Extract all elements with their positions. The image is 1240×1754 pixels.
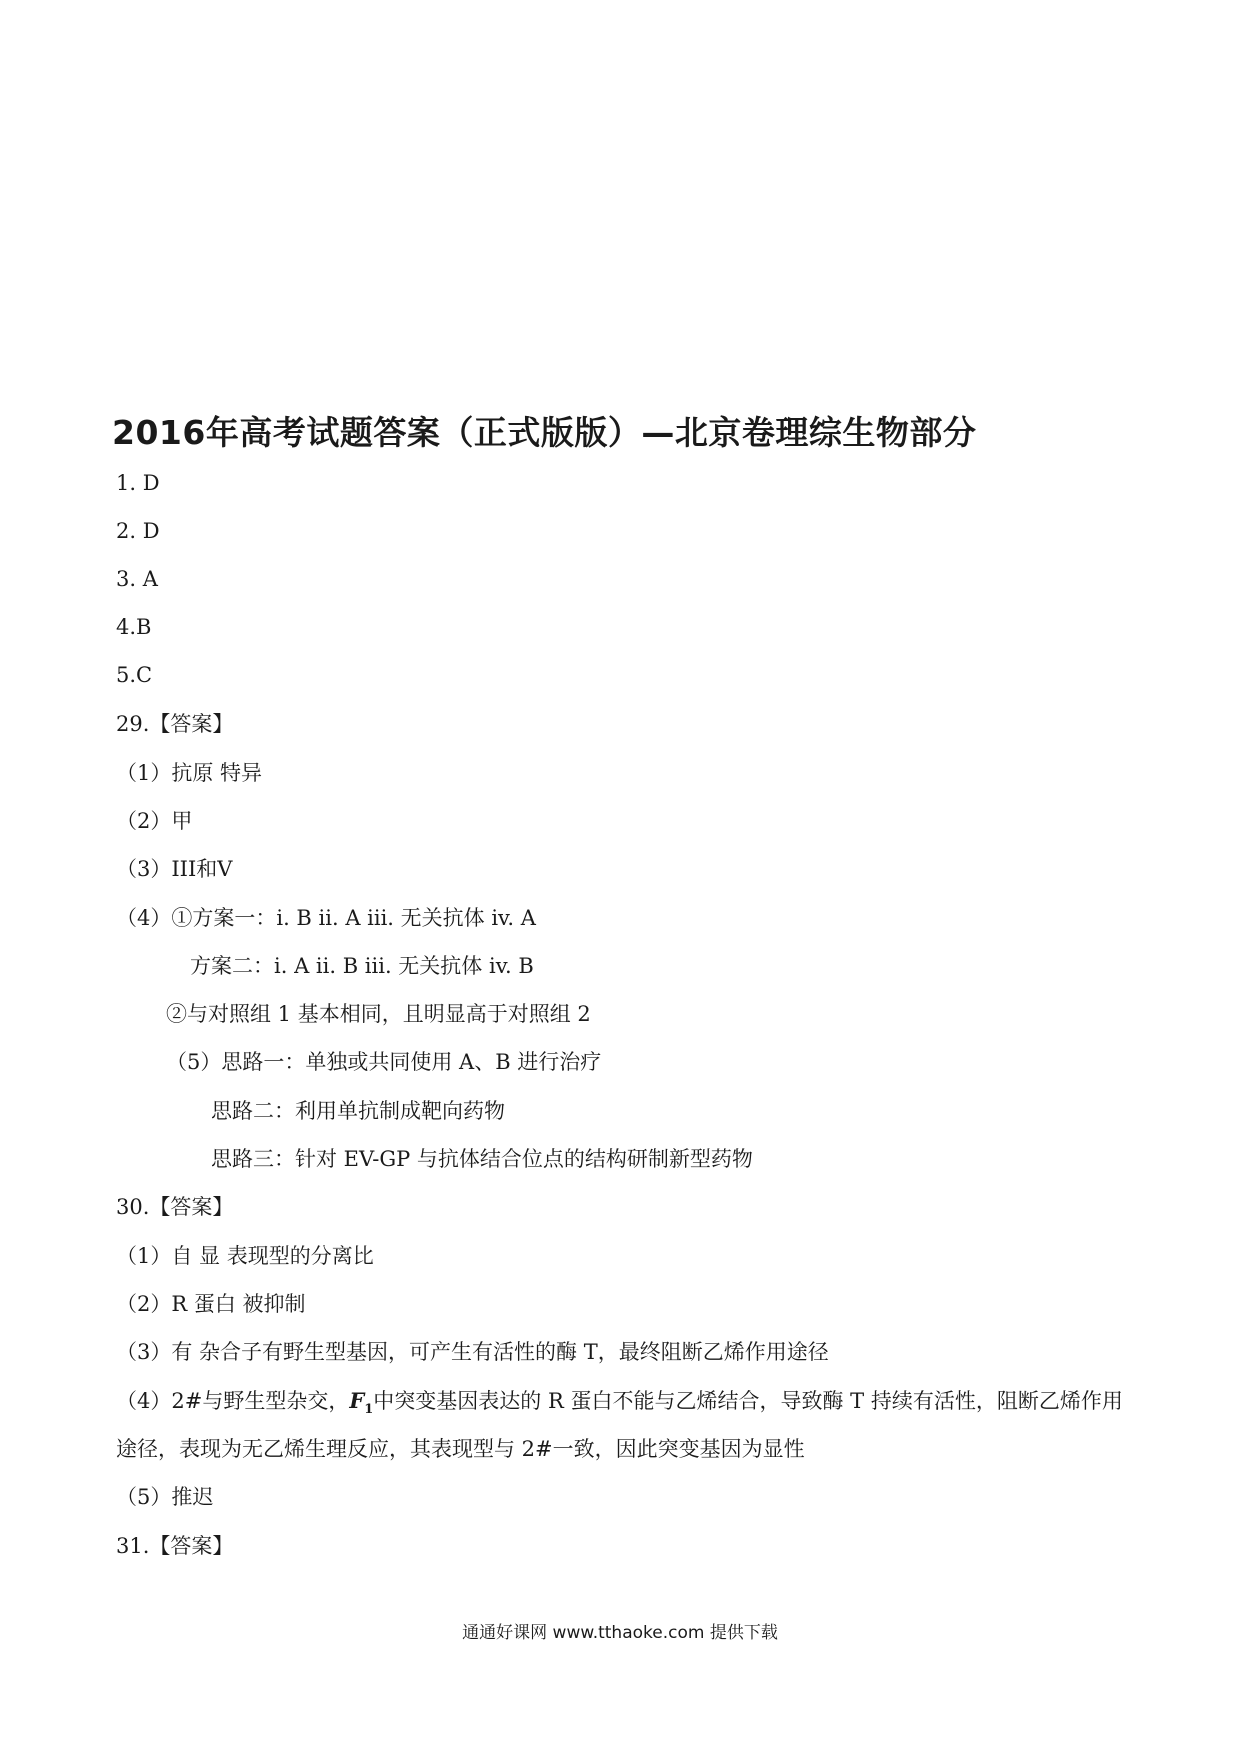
answer-1: 1. D [116,471,160,495]
q29-part4-scheme2: 方案二：i. A ii. B iii. 无关抗体 iv. B [190,954,534,978]
q29-part2: （2）甲 [116,809,193,833]
q30-part4-rest: 中突变基因表达的 R 蛋白不能与乙烯结合，导致酶 T 持续有活性，阻断乙烯作用 [373,1389,1123,1413]
q29-part3: （3）III和Ⅴ [116,857,233,881]
q30-heading: 30.【答案】 [116,1195,234,1219]
f1-variable: F [349,1388,365,1413]
q29-part5-idea1: （5）思路一：单独或共同使用 A、B 进行治疗 [166,1050,602,1074]
q29-part1: （1）抗原 特异 [116,761,263,785]
page-footer: 通通好课网 www.tthaoke.com 提供下载 [462,1623,778,1643]
answer-3: 3. A [116,567,158,591]
answer-5: 5.C [116,663,153,687]
q29-part4-conclusion: ②与对照组 1 基本相同，且明显高于对照组 2 [166,1002,591,1026]
answer-2: 2. D [116,519,160,543]
q30-part4-lead: （4）2#与野生型杂交， [116,1389,350,1413]
q30-part4 [116,1388,1123,1417]
q30-part1: （1）自 显 表现型的分离比 [116,1244,374,1268]
page-title: 2016年高考试题答案（正式版版）—北京卷理综生物部分 [112,413,977,452]
answer-4: 4.B [116,615,152,639]
q29-part5-idea2: 思路二：利用单抗制成靶向药物 [211,1099,505,1123]
q29-part4-scheme1: （4）①方案一：i. B ii. A iii. 无关抗体 iv. A [116,906,536,930]
q29-heading: 29.【答案】 [116,712,234,736]
q29-part5-idea3: 思路三：针对 EV-GP 与抗体结合位点的结构研制新型药物 [211,1147,753,1171]
q31-heading: 31.【答案】 [116,1534,234,1558]
q30-part4-continued: 途径，表现为无乙烯生理反应，其表现型与 2#一致，因此突变基因为显性 [116,1437,805,1461]
f1-subscript: 1 [364,1402,374,1417]
q30-part3: （3）有 杂合子有野生型基因，可产生有活性的酶 T，最终阻断乙烯作用途径 [116,1340,829,1364]
q30-part5: （5）推迟 [116,1485,214,1509]
q30-part2: （2）R 蛋白 被抑制 [116,1292,306,1316]
